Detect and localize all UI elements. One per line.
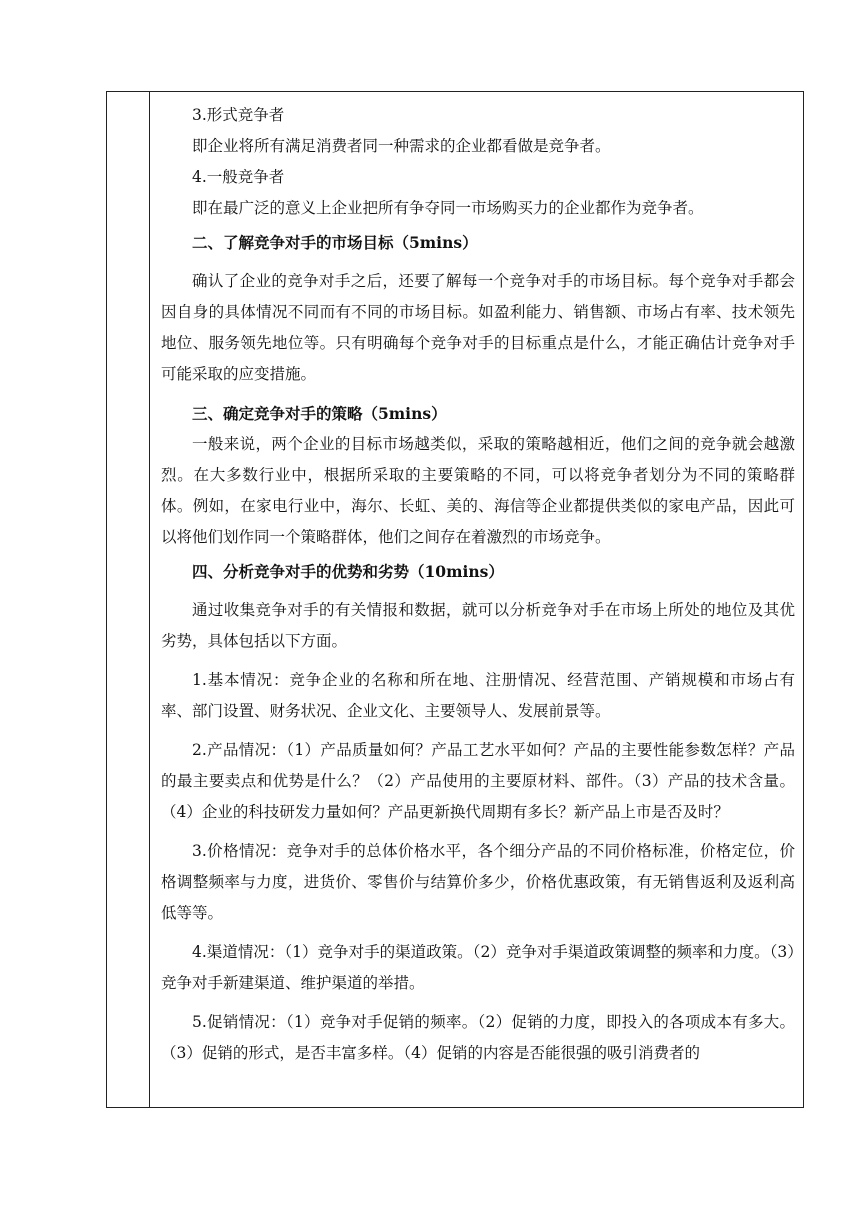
section-heading-4: 四、分析竞争对手的优势和劣势（10mins） [192, 562, 504, 581]
list-item-channel: 4.渠道情况：（1）竞争对手的渠道政策。（2）竞争对手渠道政策调整的频率和力度。（3）竞争对手新建渠道、维护渠道的举措。 [161, 943, 795, 992]
paragraph: 一般来说，两个企业的目标市场越类似，采取的策略越相近，他们之间的竞争就会越激烈。在大多数行业中，根据所采取的主要策略的不同，可以将竞争者划分为不同的策略群体。例如，在家电行业中，海尔、长虹、美的、海信等企业都提供类似的家电产品，因此可以将他们划作同一个策略群体，他们之间存在着激烈的市场竞争。 [161, 435, 795, 546]
list-item-promotion: 5.促销情况：（1）竞争对手促销的频率。（2）促销的力度，即投入的各项成本有多大。（3）促销的形式，是否丰富多样。（4）促销的内容是否能很强的吸引消费者的 [161, 1013, 795, 1062]
column-divider [149, 92, 150, 1107]
paragraph: 即企业将所有满足消费者同一种需求的企业都看做是竞争者。 [192, 137, 611, 155]
paragraph: 即在最广泛的意义上企业把所有争夺同一市场购买力的企业都作为竞争者。 [192, 199, 704, 217]
list-item-basic: 1.基本情况：竞争企业的名称和所在地、注册情况、经营范围、产销规模和市场占有率、部门设置、财务状况、企业文化、主要领导人、发展前景等。 [161, 671, 795, 720]
section-heading-2: 二、了解竞争对手的市场目标（5mins） [192, 233, 478, 252]
subheading-general-competitor: 4.一般竞争者 [192, 168, 285, 186]
section-heading-3: 三、确定竞争对手的策略（5mins） [192, 404, 447, 423]
list-item-price: 3.价格情况：竞争对手的总体价格水平，各个细分产品的不同价格标准，价格定位，价格调整频率与力度，进货价、零售价与结算价多少，价格优惠政策，有无销售返利及返利高低等等。 [161, 842, 795, 922]
table-frame [106, 91, 804, 1108]
paragraph: 确认了企业的竞争对手之后，还要了解每一个竞争对手的市场目标。每个竞争对手都会因自身的具体情况不同而有不同的市场目标。如盈利能力、销售额、市场占有率、技术领先地位、服务领先地位等。只有明确每个竞争对手的目标重点是什么，才能正确估计竞争对手可能采取的应变措施。 [161, 272, 795, 383]
paragraph: 通过收集竞争对手的有关情报和数据，就可以分析竞争对手在市场上所处的地位及其优劣势，具体包括以下方面。 [161, 601, 795, 650]
subheading-form-competitor: 3.形式竞争者 [192, 106, 285, 124]
list-item-product: 2.产品情况：（1）产品质量如何？产品工艺水平如何？产品的主要性能参数怎样？产品的最主要卖点和优势是什么？（2）产品使用的主要原材料、部件。（3）产品的技术含量。（4）企业的科技研发力量如何？产品更新换代周期有多长？新产品上市是否及时？ [161, 741, 795, 821]
content-cell [151, 92, 803, 1107]
